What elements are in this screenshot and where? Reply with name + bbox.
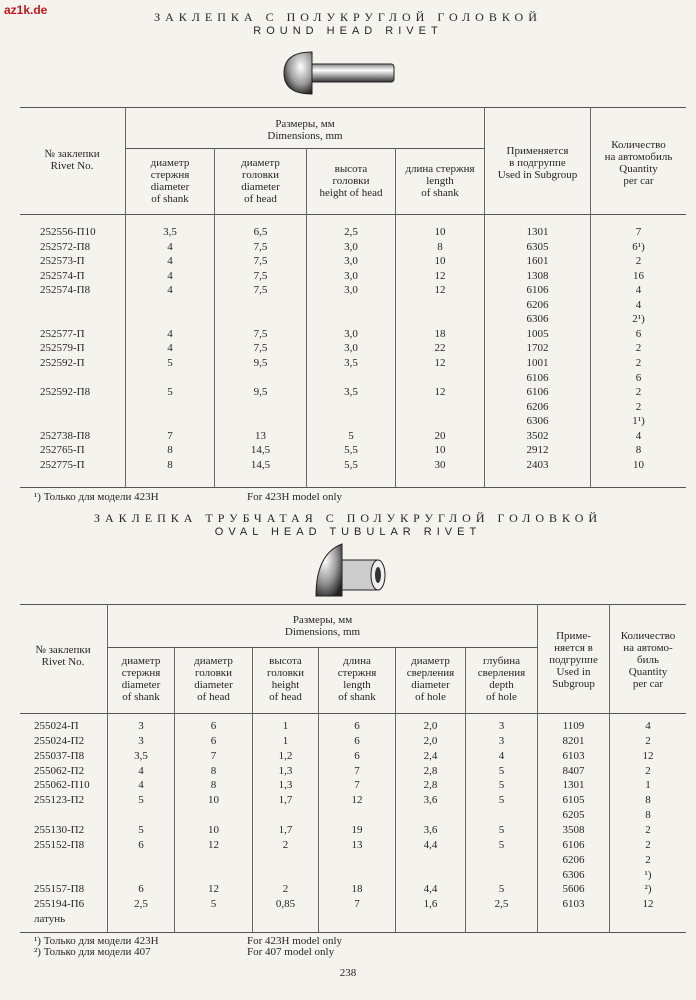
- cell-l: 18: [351, 883, 363, 896]
- cell-h: 1: [282, 720, 289, 732]
- cell-sub: 1702: [526, 342, 549, 355]
- cell-D: 7,5: [253, 269, 268, 282]
- s1-header-quantity: Количество на автомобиль Quantity per car: [604, 139, 673, 187]
- cell-l: 12: [434, 356, 446, 369]
- cell-l: 7: [354, 898, 360, 911]
- page-number: 238: [339, 967, 357, 979]
- cell-qty: 4: [635, 429, 642, 442]
- cell-h: 3,0: [344, 342, 358, 355]
- cell-h: 1,7: [278, 823, 293, 836]
- s1-header-head-height: высота головки height of head: [319, 163, 383, 199]
- s2-header-hole-diameter: диаметр сверления diameter of hole: [406, 655, 455, 703]
- cell-qty: 4: [635, 284, 642, 297]
- cell-sub: 3502: [526, 429, 549, 442]
- cell-qty: 1: [645, 779, 651, 792]
- cell-l: 19: [351, 823, 363, 836]
- s2-header-hole-depth: глубина сверления depth of hole: [477, 655, 526, 703]
- cell-D: 8: [210, 779, 217, 792]
- cell-D: 7,5: [253, 327, 268, 340]
- cell-d: 5: [167, 386, 173, 399]
- cell-sub: 6306: [562, 868, 585, 881]
- cell-dp: 5: [498, 779, 505, 792]
- s1-header-subgroup: Применяется в подгруппе Used in Subgroup: [497, 145, 578, 181]
- cell-dp: 5: [498, 794, 505, 807]
- cell-no: 255194-П6: [34, 898, 85, 911]
- cell-sub: 1001: [526, 356, 549, 369]
- cell-no: 252579-П: [40, 342, 85, 355]
- cell-l: 10: [434, 444, 446, 457]
- cell-qty: 2: [645, 764, 651, 777]
- cell-h: 3,5: [344, 386, 358, 399]
- cell-no: 252738-П8: [40, 429, 91, 442]
- cell-h: 0,85: [275, 898, 296, 911]
- cell-h: 5: [348, 429, 354, 442]
- cell-d: 6: [138, 883, 144, 896]
- cell-D: 7,5: [253, 284, 268, 297]
- cell-qty: 2: [635, 386, 642, 399]
- round-head-rivet-drawing: [280, 50, 400, 96]
- cell-d: 4: [138, 764, 144, 777]
- cell-d: 5: [138, 823, 144, 836]
- cell-sub: 6103: [562, 749, 585, 762]
- cell-sub: 6206: [562, 853, 585, 866]
- cell-D: 7,5: [253, 240, 268, 253]
- cell-D: 8: [210, 764, 217, 777]
- cell-h: 1,3: [278, 779, 293, 792]
- section1-title-ru: ЗАКЛЕПКА С ПОЛУКРУГЛОЙ ГОЛОВКОЙ: [154, 10, 542, 24]
- cell-d: 3: [138, 720, 144, 732]
- cell-h: 1,2: [278, 749, 293, 762]
- cell-qty: 10: [633, 458, 644, 471]
- cell-d: 4: [138, 779, 144, 792]
- cell-d: 4: [167, 284, 173, 297]
- cell-h: 2: [282, 883, 289, 896]
- s2-footnote2-en: For 407 model only: [247, 946, 335, 958]
- s2-header-dimensions: Размеры, мм Dimensions, mm: [284, 614, 361, 638]
- cell-qty: 8: [635, 444, 642, 457]
- cell-no: 255037-П8: [34, 749, 85, 762]
- cell-hd: 4,4: [423, 838, 438, 851]
- s1-header-rivet-no: № заклепки Rivet No.: [44, 148, 100, 172]
- cell-l: 13: [351, 838, 363, 851]
- cell-h: 3,5: [344, 356, 358, 369]
- section2-title-en: OVAL HEAD TUBULAR RIVET: [214, 526, 482, 538]
- cell-qty: 2: [645, 838, 651, 851]
- cell-D: 6,5: [253, 226, 268, 238]
- cell-dp: 3: [498, 734, 505, 747]
- cell-d: 4: [167, 269, 173, 282]
- cell-l: 18: [434, 327, 446, 340]
- cell-sub: 6306: [526, 415, 549, 428]
- s1-footnote-ru: ¹) Только для модели 423Н: [34, 491, 159, 503]
- cell-sub: 1301: [526, 226, 549, 238]
- cell-no: 255130-П2: [34, 823, 85, 836]
- cell-h: 2: [282, 838, 289, 851]
- cell-no: латунь: [34, 913, 66, 926]
- section1-title-en: ROUND HEAD RIVET: [253, 25, 443, 37]
- cell-l: 8: [437, 240, 443, 253]
- cell-sub: 6105: [562, 794, 585, 807]
- cell-l: 6: [354, 749, 360, 762]
- cell-l: 22: [434, 342, 446, 355]
- cell-sub: 6206: [526, 400, 549, 413]
- cell-no: 255024-П: [34, 720, 79, 732]
- cell-l: 10: [434, 226, 446, 238]
- cell-qty: 8: [645, 794, 651, 807]
- cell-hd: 3,6: [423, 794, 438, 807]
- s1-header-head-diameter: диаметр головки diameter of head: [241, 157, 280, 205]
- cell-qty: ²): [644, 883, 652, 896]
- cell-dp: 3: [498, 720, 505, 732]
- cell-h: 3,0: [344, 284, 358, 297]
- cell-no: 255157-П8: [34, 883, 85, 896]
- cell-D: 9,5: [253, 356, 268, 369]
- cell-D: 10: [208, 823, 219, 836]
- cell-d: 5: [167, 356, 173, 369]
- cell-no: 252574-П8: [40, 284, 91, 297]
- cell-qty: 6¹): [632, 240, 645, 253]
- cell-h: 1,3: [278, 764, 293, 777]
- cell-d: 3: [138, 734, 144, 747]
- cell-hd: 1,6: [423, 898, 438, 911]
- cell-hd: 2,8: [423, 764, 438, 777]
- cell-d: 8: [167, 458, 173, 471]
- cell-h: 3,0: [344, 327, 358, 340]
- cell-sub: 6206: [526, 298, 549, 311]
- cell-l: 12: [434, 386, 446, 399]
- cell-h: 1,7: [278, 794, 293, 807]
- cell-sub: 6305: [526, 240, 549, 253]
- cell-dp: 2,5: [494, 898, 509, 911]
- cell-d: 4: [167, 255, 173, 268]
- cell-qty: 12: [642, 749, 654, 762]
- cell-no: 255024-П2: [34, 734, 85, 747]
- cell-D: 9,5: [253, 386, 268, 399]
- cell-sub: 8407: [562, 764, 585, 777]
- cell-hd: 3,6: [423, 823, 438, 836]
- cell-sub: 3508: [562, 823, 585, 836]
- cell-no: 252573-П: [40, 255, 85, 268]
- cell-d: 3,5: [163, 226, 177, 238]
- cell-sub: 6103: [562, 898, 585, 911]
- cell-no: 252592-П8: [40, 386, 91, 399]
- oval-head-tubular-rivet-drawing: [308, 540, 388, 598]
- section2-title-ru: ЗАКЛЕПКА ТРУБЧАТАЯ С ПОЛУКРУГЛОЙ ГОЛОВКОЙ: [93, 511, 603, 525]
- cell-sub: 8201: [562, 734, 585, 747]
- cell-D: 7,5: [253, 342, 268, 355]
- cell-l: 6: [354, 734, 360, 747]
- cell-D: 12: [208, 838, 219, 851]
- cell-qty: 4: [635, 298, 642, 311]
- cell-D: 13: [255, 429, 266, 442]
- cell-no: 255152-П8: [34, 838, 85, 851]
- cell-l: 20: [434, 429, 446, 442]
- cell-sub: 1601: [526, 255, 549, 268]
- s2-header-head-diameter: диаметр головки diameter of head: [194, 655, 233, 703]
- cell-no: 252574-П: [40, 269, 85, 282]
- cell-sub: 2403: [526, 458, 549, 471]
- cell-l: 30: [434, 458, 446, 471]
- cell-h: 2,5: [344, 226, 358, 238]
- cell-d: 6: [138, 838, 144, 851]
- cell-qty: 6: [635, 327, 642, 340]
- s2-header-shank-diameter: диаметр стержня diameter of shank: [121, 655, 161, 703]
- cell-sub: 6106: [562, 838, 585, 851]
- cell-qty: 16: [633, 269, 644, 282]
- s1-header-shank-diameter: диаметр стержня diameter of shank: [150, 157, 190, 205]
- cell-qty: ¹): [644, 868, 652, 881]
- s2-header-quantity: Количество на автомо- биль Quantity per car: [620, 630, 676, 690]
- cell-d: 4: [167, 240, 173, 253]
- cell-D: 5: [210, 898, 217, 911]
- cell-hd: 4,4: [423, 883, 438, 896]
- cell-sub: 6106: [526, 386, 549, 399]
- cell-sub: 1109: [562, 720, 585, 732]
- cell-qty: 8: [645, 809, 651, 822]
- cell-dp: 5: [498, 823, 505, 836]
- cell-d: 7: [167, 429, 173, 442]
- s2-header-rivet-no: № заклепки Rivet No.: [35, 644, 91, 668]
- cell-sub: 1308: [526, 269, 549, 282]
- cell-no: 255062-П2: [34, 764, 85, 777]
- cell-qty: 2: [645, 853, 651, 866]
- cell-sub: 6106: [526, 284, 549, 297]
- cell-D: 7: [210, 749, 217, 762]
- cell-qty: 6: [635, 371, 642, 384]
- cell-no: 255062-П10: [34, 779, 90, 792]
- cell-h: 5,5: [344, 444, 358, 457]
- cell-qty: 1¹): [632, 415, 645, 428]
- cell-l: 10: [434, 255, 446, 268]
- cell-l: 7: [354, 764, 360, 777]
- cell-l: 7: [354, 779, 360, 792]
- cell-l: 12: [434, 284, 446, 297]
- site-watermark: az1k.de: [4, 3, 48, 17]
- cell-h: 3,0: [344, 240, 358, 253]
- cell-D: 6: [210, 720, 217, 732]
- cell-hd: 2,0: [423, 734, 438, 747]
- cell-D: 14,5: [250, 458, 271, 471]
- cell-dp: 4: [498, 749, 505, 762]
- cell-sub: 5606: [562, 883, 585, 896]
- cell-d: 8: [167, 444, 173, 457]
- cell-h: 3,0: [344, 255, 358, 268]
- cell-sub: 2912: [526, 444, 549, 457]
- cell-qty: 4: [645, 720, 651, 732]
- cell-qty: 2: [635, 342, 642, 355]
- cell-D: 10: [208, 794, 219, 807]
- cell-d: 4: [167, 327, 173, 340]
- cell-D: 12: [208, 883, 219, 896]
- cell-no: 252577-П: [40, 327, 85, 340]
- cell-qty: 2¹): [632, 313, 645, 326]
- cell-qty: 2: [635, 255, 642, 268]
- cell-no: 252556-П10: [40, 226, 96, 238]
- cell-D: 7,5: [253, 255, 268, 268]
- cell-dp: 5: [498, 764, 505, 777]
- cell-no: 252572-П8: [40, 240, 91, 253]
- cell-d: 2,5: [134, 898, 148, 911]
- cell-no: 255123-П2: [34, 794, 85, 807]
- cell-sub: 1005: [526, 327, 549, 340]
- cell-sub: 6306: [526, 313, 549, 326]
- cell-l: 6: [354, 720, 360, 732]
- cell-qty: 7: [635, 226, 642, 238]
- cell-hd: 2,8: [423, 779, 438, 792]
- cell-hd: 2,4: [423, 749, 438, 762]
- cell-l: 12: [434, 269, 446, 282]
- cell-dp: 5: [498, 838, 505, 851]
- s1-header-dimensions: Размеры, мм Dimensions, mm: [267, 118, 343, 142]
- cell-D: 14,5: [250, 444, 271, 457]
- cell-no: 252592-П: [40, 356, 85, 369]
- cell-qty: 2: [645, 823, 651, 836]
- cell-qty: 2: [635, 400, 642, 413]
- cell-d: 5: [138, 794, 144, 807]
- cell-dp: 5: [498, 883, 505, 896]
- cell-l: 12: [351, 794, 363, 807]
- cell-qty: 2: [645, 734, 651, 747]
- cell-no: 252765-П: [40, 444, 85, 457]
- cell-no: 252775-П: [40, 458, 85, 471]
- cell-h: 3,0: [344, 269, 358, 282]
- cell-h: 1: [282, 734, 289, 747]
- cell-D: 6: [210, 734, 217, 747]
- cell-sub: 6106: [526, 371, 549, 384]
- s1-header-shank-length: длина стержня length of shank: [405, 163, 475, 199]
- s2-footnote2-ru: ²) Только для модели 407: [34, 946, 151, 958]
- cell-qty: 2: [635, 356, 642, 369]
- s2-footnote1-en: For 423H model only: [247, 935, 343, 947]
- s2-footnote1-ru: ¹) Только для модели 423Н: [34, 935, 159, 947]
- s2-header-shank-length: длина стержня length of shank: [337, 655, 377, 703]
- s2-header-head-height: высота головки height of head: [266, 655, 304, 703]
- s2-header-subgroup: Приме- няется в подгруппе Used in Subgroup: [549, 630, 598, 690]
- cell-qty: 12: [642, 898, 654, 911]
- cell-h: 5,5: [344, 458, 358, 471]
- cell-d: 3,5: [134, 749, 148, 762]
- cell-hd: 2,0: [423, 720, 438, 732]
- cell-sub: 1301: [562, 779, 585, 792]
- cell-sub: 6205: [562, 809, 585, 822]
- s1-footnote-en: For 423H model only: [247, 491, 343, 503]
- cell-d: 4: [167, 342, 173, 355]
